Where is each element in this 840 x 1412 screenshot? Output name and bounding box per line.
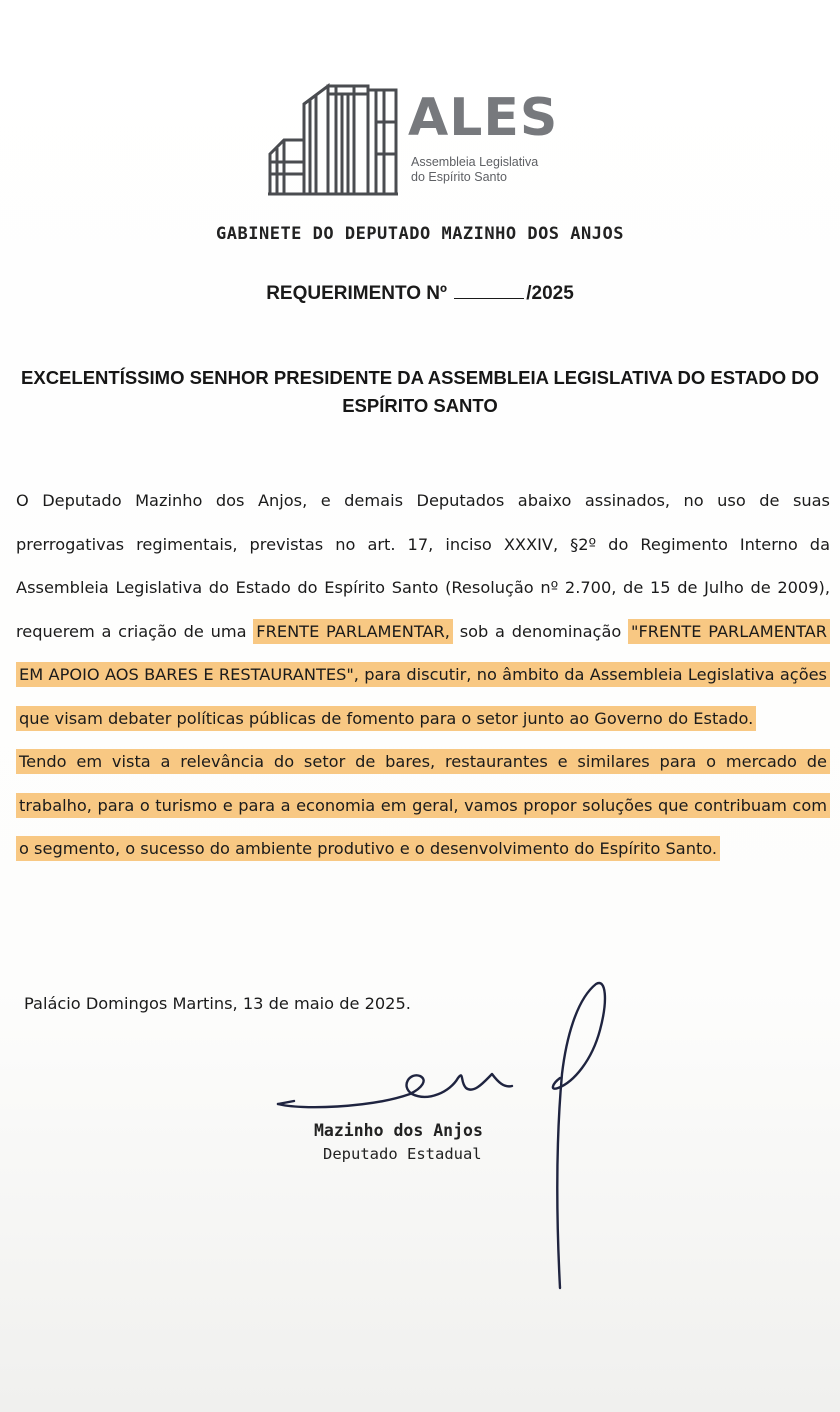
highlight-justification: Tendo em vista a relevância do setor de bares, restaurantes e similares para o mercado de trabalho, para o turismo e para a economia em geral, vamos propor soluções que contribuam com o segmento, o sucesso do ambiente produtivo e o desenvolvimento do Espírito Santo. (16, 749, 830, 861)
request-number (0, 281, 840, 305)
highlight-front-name: "FRENTE PARLAMENTAR EM APOIO AOS BARES E RESTAURANTES", para discutir, no âmbito da Assembleia Legislativa ações que visam debater políticas públicas de fomento para o setor junto ao Governo do Estado. (16, 619, 830, 731)
highlight-front-label: FRENTE PARLAMENTAR, (253, 619, 453, 644)
request-prefix: REQUERIMENTO Nº (266, 283, 447, 304)
paragraph-intro: O Deputado Mazinho dos Anjos, e demais Deputados abaixo assinados, no uso de suas prerrogativas regimentais, previstas no art. 17, inciso XXXIV, §2º do Regimento Interno da Assembleia Legislativa do Estado do Espírito Santo (Resolução nº 2.700, de 15 de Julho de 2009), requerem a criação de uma (16, 491, 830, 641)
signatory-name: Mazinho dos Anjos (314, 1121, 483, 1140)
handwritten-signature (260, 970, 620, 1310)
logo-institution-name (411, 155, 538, 185)
addressee (14, 364, 826, 420)
signatory-role: Deputado Estadual (323, 1145, 482, 1163)
request-number-blank (454, 281, 524, 299)
office-heading: GABINETE DO DEPUTADO MAZINHO DOS ANJOS (216, 224, 624, 244)
logo-name-line1: Assembleia Legislativa (411, 155, 539, 169)
place-date: Palácio Domingos Martins, 13 de maio de 2025. (24, 994, 411, 1013)
building-icon (268, 82, 400, 197)
paragraph-mid: sob a denominação (452, 621, 629, 641)
request-year: /2025 (526, 283, 574, 304)
logo-acronym: ALES (408, 88, 559, 148)
logo-name-line2: do Espírito Santo (411, 170, 507, 184)
addressee-line1: EXCELENTÍSSIMO SENHOR PRESIDENTE DA ASSEMBLEIA LEGISLATIVA DO ESTADO DO (21, 367, 819, 388)
document-body (16, 479, 830, 871)
addressee-line2: ESPÍRITO SANTO (342, 395, 498, 416)
paragraph-justification (16, 740, 830, 871)
ales-logo (268, 82, 568, 197)
paragraph-request (16, 479, 830, 740)
